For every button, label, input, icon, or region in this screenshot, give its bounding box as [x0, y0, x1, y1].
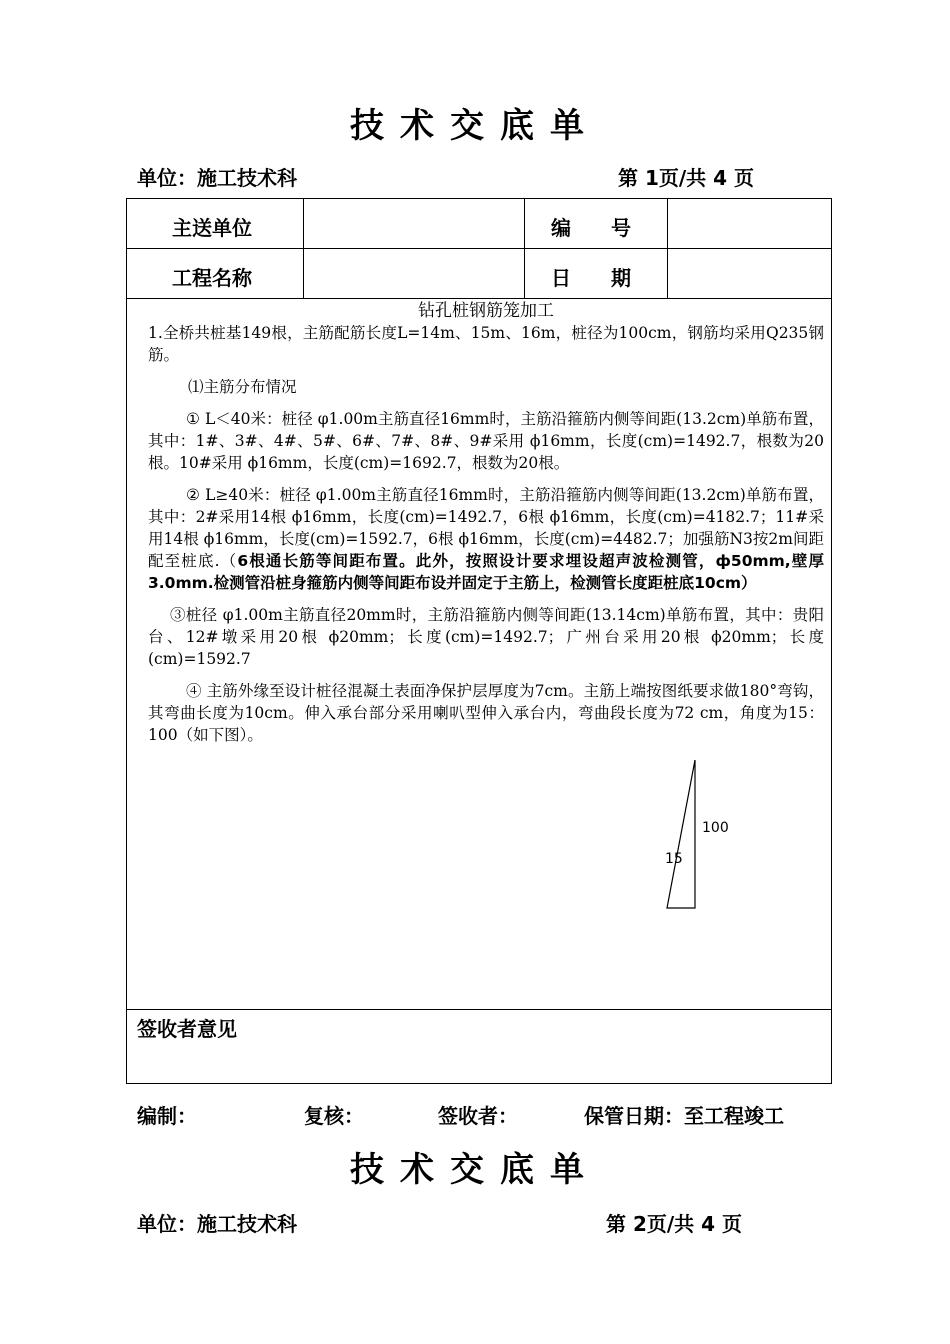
paragraph-distribution-heading: ⑴主筋分布情况	[188, 378, 297, 396]
base-label: 15	[665, 851, 683, 867]
paragraph-case-3: ③桩径 φ1.00m主筋直径20mm时，主筋沿箍筋内侧等间距(13.14cm)单筋布置，其中：贵阳台、12#墩采用20根 ϕ20mm；长度(cm)=1492.7；广州台采用20根 ϕ20mm；长度(cm)=1592.7	[148, 606, 824, 668]
height-label: 100	[702, 820, 729, 836]
signer-label: 签收者：	[438, 1104, 518, 1128]
compiled-by-label: 编制：	[137, 1104, 197, 1128]
disclosure-content	[148, 300, 824, 746]
paragraph-case-1: ① L＜40米：桩径 φ1.00m主筋直径16mm时，主筋沿箍筋内侧等间距(13.2cm)单筋布置，其中：1#、3#、4#、5#、6#、7#、8#、9#采用 ϕ16mm，长度(cm)=1492.7，根数为20根。10#采用 ϕ16mm，长度(cm)=1692.7，根数为20根。	[148, 410, 824, 472]
sender-unit-label: 主送单位	[172, 216, 252, 240]
page-number: 第 1页/共 4 页	[618, 166, 755, 190]
paragraph-overview: 1.全桥共桩基149根，主筋配筋长度L=14m、15m、16m，桩径为100cm，钢筋均采用Q235钢筋。	[148, 324, 824, 364]
keep-date-label: 保管日期：至工程竣工	[584, 1104, 784, 1128]
content-title: 钻孔桩钢筋笼加工	[418, 301, 554, 321]
table-divider	[126, 1009, 832, 1010]
paragraph-case-2	[148, 484, 824, 594]
table-divider	[667, 198, 668, 298]
unit-label: 单位：施工技术科	[137, 166, 297, 190]
case-2-text: ② L≥40米：桩径 φ1.00m主筋直径16mm时，主筋沿箍筋内侧等间距(13.2cm)单筋布置，其中：2#采用14根 ϕ16mm，长度(cm)=1492.7，6根 ϕ16mm，长度(cm)=4182.7；11#采用14根 ϕ16mm，长度(cm)=1592.7，6根 ϕ16mm，长度(cm)=4482.7；加强筋N3按2m间距配至桩底.（	[148, 486, 824, 570]
table-divider	[126, 298, 832, 299]
slope-triangle	[667, 760, 695, 908]
document-title-page-2: 技术交底单	[350, 1150, 600, 1190]
unit-label-page-2: 单位：施工技术科	[137, 1212, 297, 1236]
receiver-opinion-label: 签收者意见	[137, 1017, 237, 1041]
table-divider	[524, 198, 525, 298]
paragraph-case-4: ④ 主筋外缘至设计桩径混凝土表面净保护层厚度为7cm。主筋上端按图纸要求做180°弯钩，其弯曲长度为10cm。伸入承台部分采用喇叭型伸入承台内，弯曲段长度为72 cm，角度为15：100（如下图）。	[148, 682, 824, 744]
number-label: 编 号	[551, 216, 631, 240]
reviewed-by-label: 复核：	[304, 1104, 364, 1128]
slope-diagram	[650, 755, 740, 915]
page-number-page-2: 第 2页/共 4 页	[606, 1212, 743, 1236]
table-divider	[126, 248, 832, 249]
case-2-bold-text: 6根通长筋等间距布置。此外，按照设计要求埋设超声波检测管，ф50mm,壁厚3.0mm.检测管沿桩身箍筋内侧等间距布设并固定于主筋上，检测管长度距桩底10cm）	[148, 552, 824, 592]
document-title: 技术交底单	[350, 106, 600, 146]
project-name-label: 工程名称	[172, 266, 252, 290]
table-divider	[303, 198, 304, 298]
date-label: 日 期	[551, 266, 631, 290]
